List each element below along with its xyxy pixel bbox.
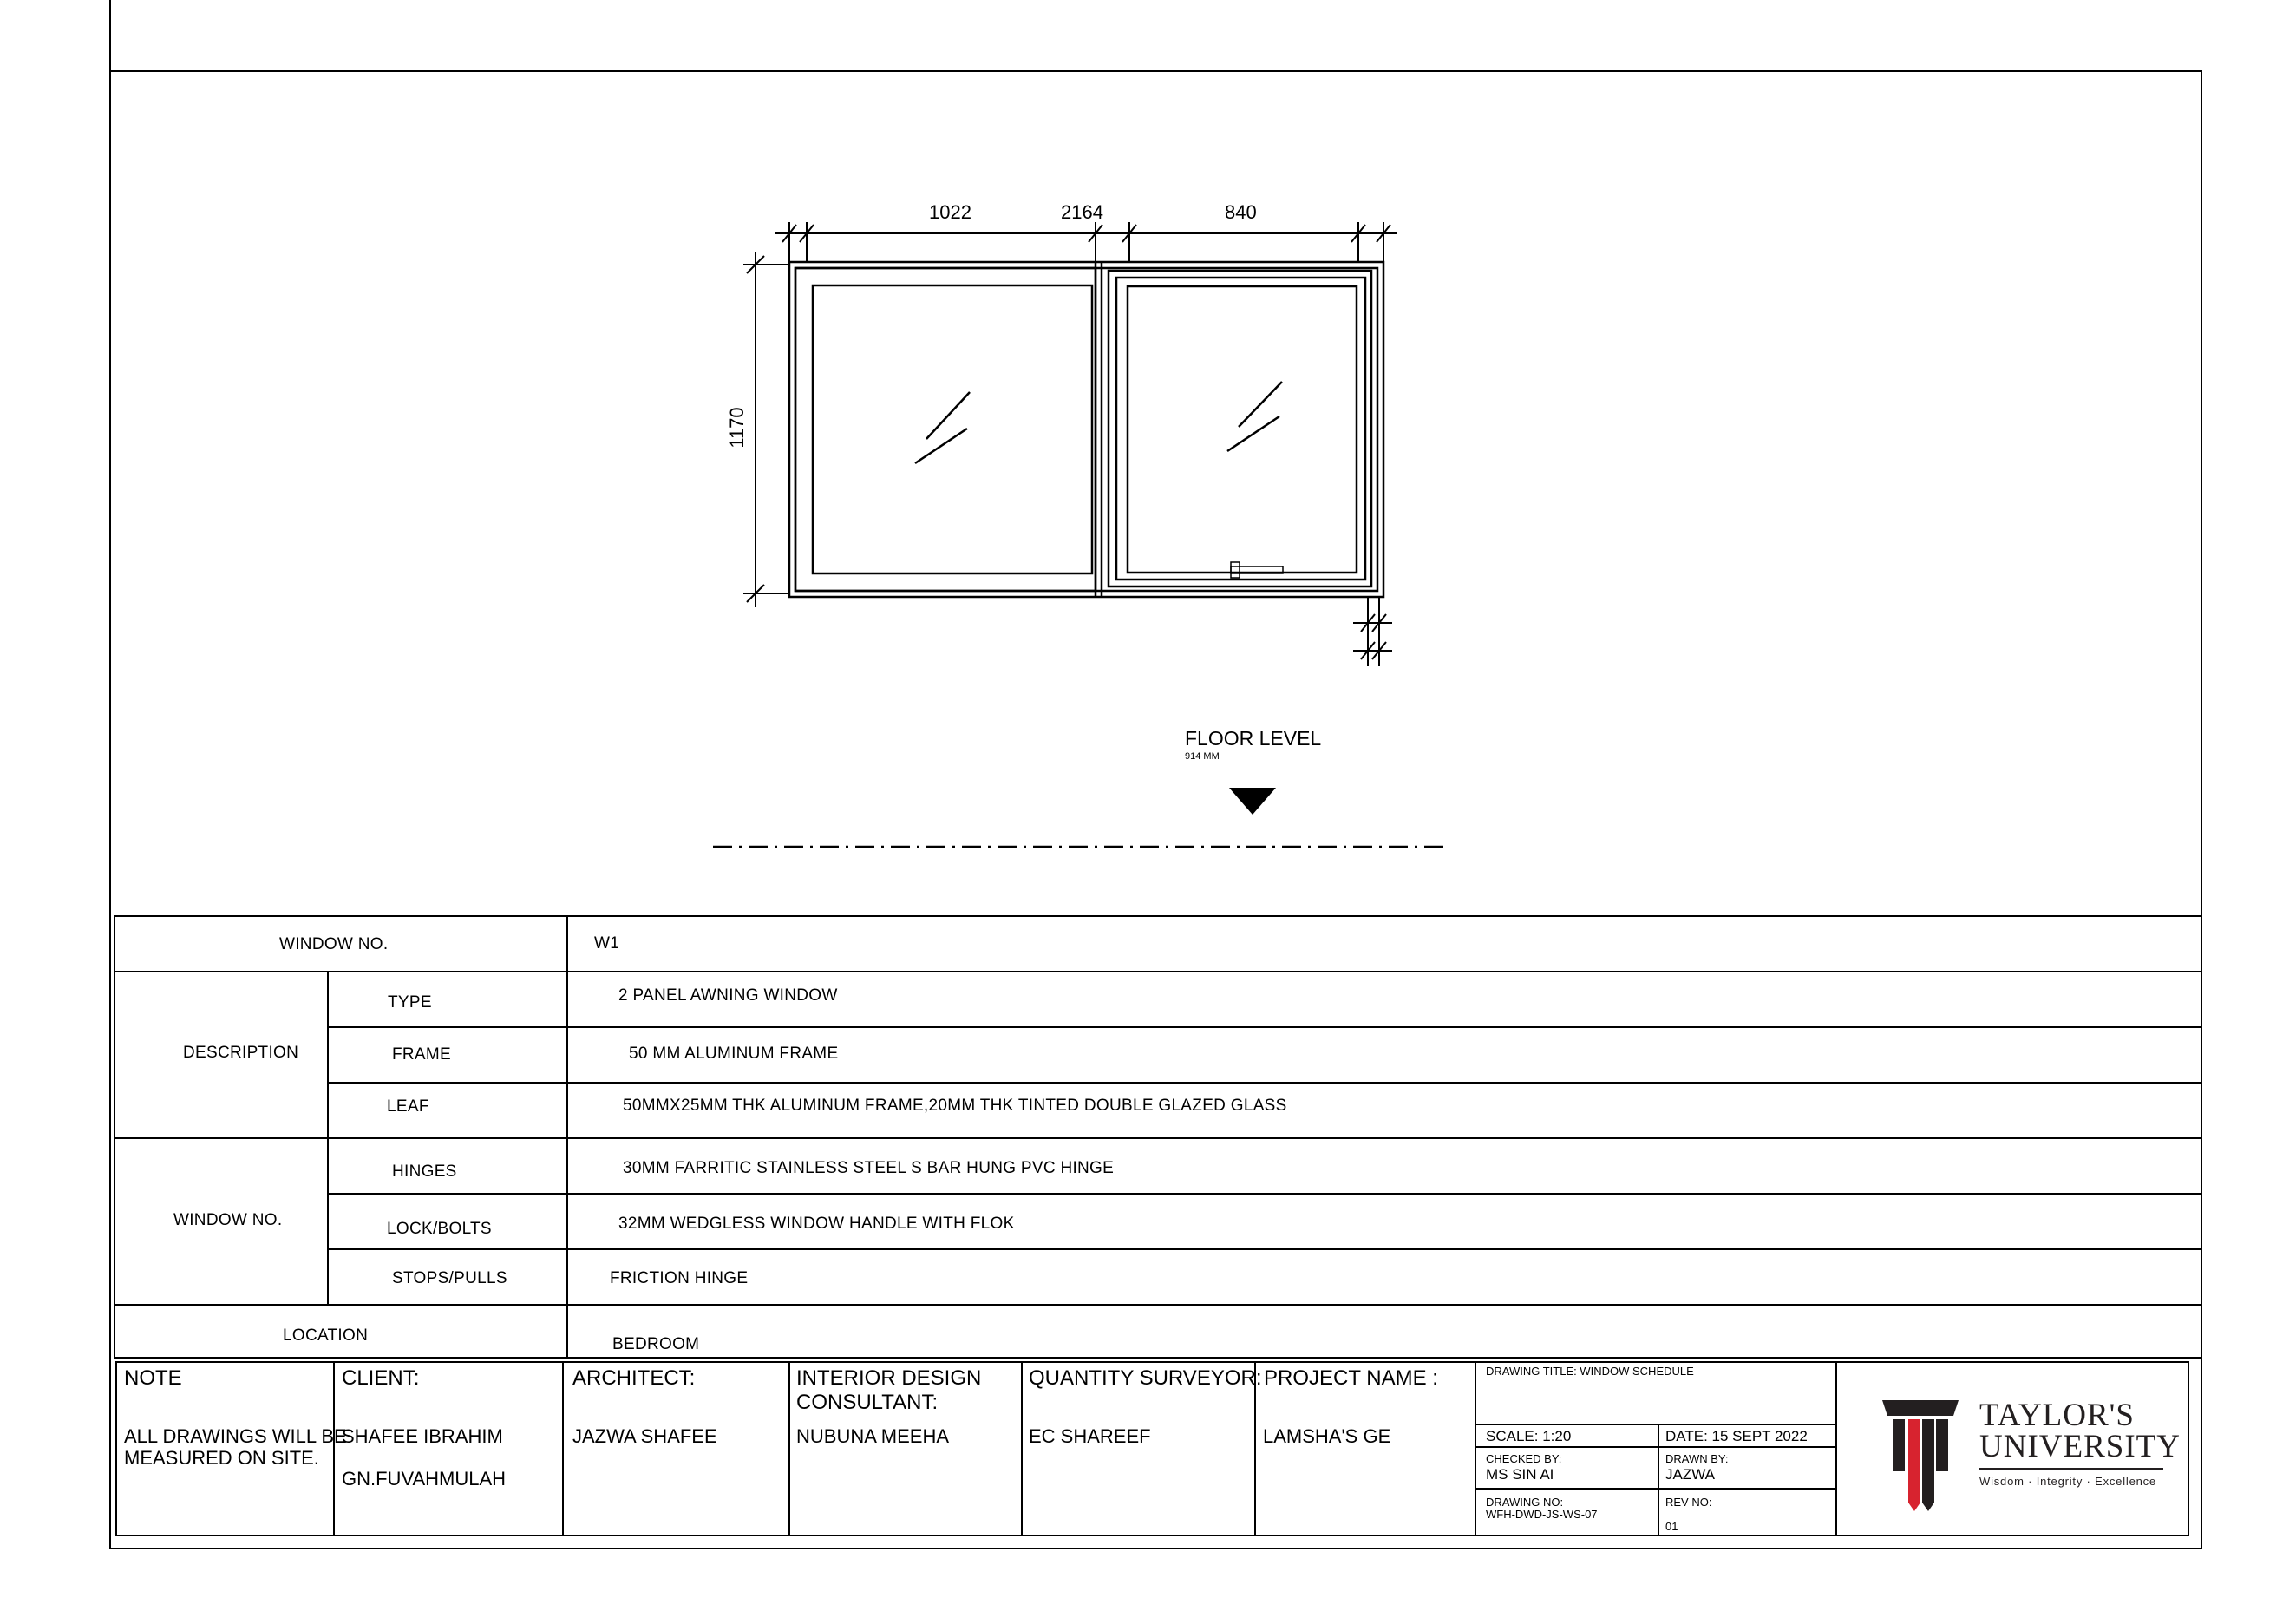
right-panel-glass (1128, 286, 1357, 573)
label-description: DESCRIPTION (183, 1044, 299, 1062)
label-hinges: HINGES (392, 1162, 457, 1181)
logo-name-line-2: UNIVERSITY (1979, 1429, 2181, 1464)
note-label: NOTE (124, 1366, 182, 1390)
rev-no: 01 (1665, 1520, 1678, 1533)
label-location: LOCATION (283, 1326, 369, 1345)
note-text-line-1: ALL DRAWINGS WILL BE (124, 1425, 347, 1447)
interior-consultant-name: NUBUNA MEEHA (796, 1425, 950, 1447)
floor-level-marker (1229, 788, 1276, 815)
label-lock-bolts: LOCK/BOLTS (387, 1220, 492, 1238)
value-stops-pulls: FRICTION HINGE (610, 1269, 749, 1287)
logo-divider (1979, 1468, 2163, 1470)
project-name-label: PROJECT NAME : (1264, 1366, 1438, 1390)
left-panel-sash (795, 268, 1096, 591)
drawing-no-label: DRAWING NO: (1486, 1496, 1564, 1509)
rev-no-label: REV NO: (1665, 1496, 1712, 1509)
architect-label: ARCHITECT: (572, 1366, 696, 1390)
logo-emblem-icon (1874, 1397, 1969, 1518)
client-label: CLIENT: (342, 1366, 420, 1390)
logo-tagline: Wisdom · Integrity · Excellence (1979, 1475, 2156, 1488)
label-type: TYPE (388, 993, 432, 1012)
interior-consultant-label-1: INTERIOR DESIGN (796, 1366, 982, 1390)
floor-level-label: FLOOR LEVEL (1185, 727, 1322, 750)
drawing-no: WFH-DWD-JS-WS-07 (1486, 1508, 1598, 1521)
label-hardware-group: WINDOW NO. (173, 1211, 283, 1229)
right-panel-sash (1109, 271, 1371, 586)
note-text-line-2: MEASURED ON SITE. (124, 1447, 319, 1469)
qs-name: EC SHAREEF (1029, 1425, 1151, 1447)
date: DATE: 15 SEPT 2022 (1665, 1428, 1808, 1444)
value-location: BEDROOM (612, 1335, 700, 1353)
dim-overall-width: 2164 (1061, 201, 1103, 223)
client-location: GN.FUVAHMULAH (342, 1468, 507, 1490)
drawn-by: JAZWA (1665, 1466, 1715, 1483)
label-stops-pulls: STOPS/PULLS (392, 1269, 507, 1287)
drawn-by-label: DRAWN BY: (1665, 1452, 1729, 1465)
value-type: 2 PANEL AWNING WINDOW (618, 986, 838, 1005)
floor-level-value: 914 MM (1185, 751, 1220, 762)
left-panel-glass (813, 285, 1092, 573)
sheet-border-bottom (109, 1548, 2202, 1549)
label-window-no: WINDOW NO. (279, 935, 389, 953)
label-frame: FRAME (392, 1045, 451, 1064)
dim-left-panel-width: 1022 (929, 201, 971, 223)
checked-by: MS SIN AI (1486, 1466, 1554, 1483)
value-hinges: 30MM FARRITIC STAINLESS STEEL S BAR HUNG PVC HINGE (623, 1159, 1115, 1177)
checked-by-label: CHECKED BY: (1486, 1452, 1562, 1465)
dim-height: 1170 (726, 407, 748, 449)
drawing-title: DRAWING TITLE: WINDOW SCHEDULE (1486, 1365, 1694, 1378)
right-panel-sash-inner (1116, 278, 1365, 580)
project-name: LAMSHA'S GE (1263, 1425, 1391, 1447)
qs-label: QUANTITY SURVEYOR: (1029, 1366, 1262, 1390)
interior-consultant-label-2: CONSULTANT: (796, 1391, 939, 1414)
taylors-university-logo (1874, 1397, 2181, 1518)
value-frame: 50 MM ALUMINUM FRAME (629, 1044, 839, 1063)
scale: SCALE: 1:20 (1486, 1428, 1572, 1444)
client-name: SHAFEE IBRAHIM (342, 1425, 503, 1447)
value-lock-bolts: 32MM WEDGLESS WINDOW HANDLE WITH FLOK (618, 1215, 1015, 1233)
window-outer-frame-inner (795, 268, 1377, 591)
window-outer-frame (789, 262, 1383, 597)
dim-right-panel-width: 840 (1225, 201, 1257, 223)
value-leaf: 50MMX25MM THK ALUMINUM FRAME,20MM THK TINTED DOUBLE GLAZED GLASS (623, 1097, 1287, 1115)
logo-name-line-1: TAYLOR'S (1979, 1398, 2135, 1433)
architect-name: JAZWA SHAFEE (572, 1425, 717, 1447)
value-window-no: W1 (594, 934, 620, 953)
label-leaf: LEAF (387, 1097, 429, 1116)
